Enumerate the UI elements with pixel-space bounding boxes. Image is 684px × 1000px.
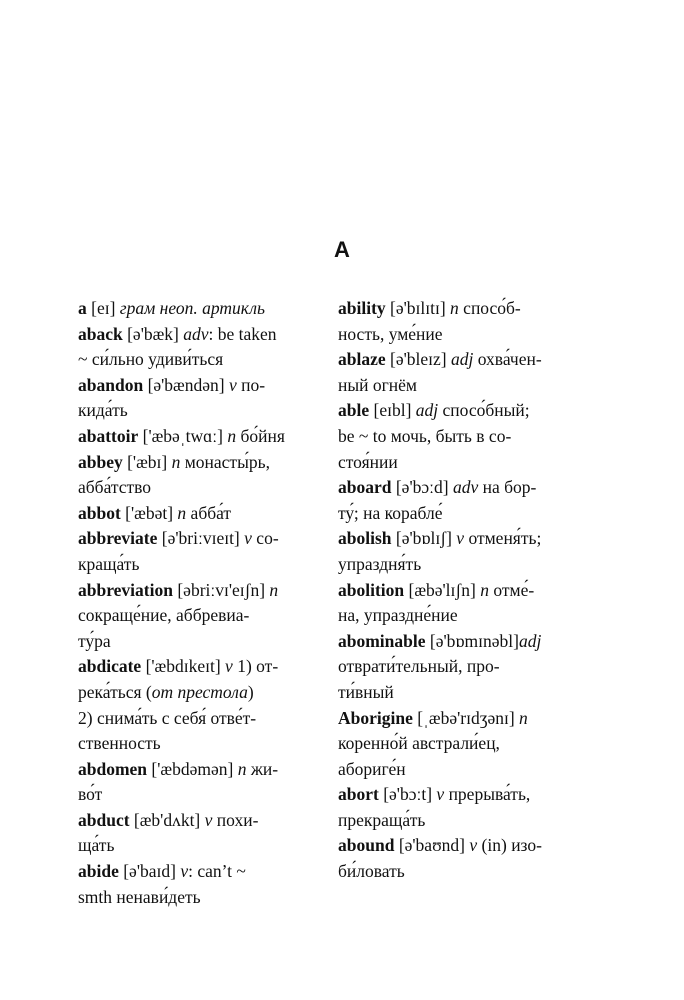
headword: Aborigine	[338, 707, 413, 728]
entry-text: отврати́тельный, про-	[338, 656, 500, 677]
entry-text: [eɪbl]	[369, 400, 416, 421]
entry-text: [ə'bɪlɪtɪ]	[385, 298, 451, 318]
headword: abandon	[78, 374, 144, 395]
entry-text: : can’t ~	[188, 861, 246, 882]
entry-text: во́т	[78, 784, 103, 805]
entry-text: [ə'bɔːd]	[391, 477, 453, 498]
entry-line	[338, 450, 578, 476]
entry-line	[78, 373, 310, 399]
right-column	[338, 296, 578, 885]
entry-line	[338, 629, 578, 655]
entry-text: краща́ть	[78, 553, 140, 574]
entry-line	[338, 654, 578, 680]
entry-text: сокраще́ние, аббревиа-	[78, 605, 250, 626]
entry-text: [ə'bɒmɪnəbl]	[425, 630, 519, 651]
dictionary-entry	[338, 833, 578, 884]
dictionary-entry	[78, 501, 310, 527]
entry-line	[338, 475, 578, 501]
entry-text: [ə'briːvɪeɪt]	[157, 528, 245, 549]
entry-line	[78, 603, 310, 629]
grammar-label: n	[480, 579, 489, 600]
entry-line	[78, 885, 310, 911]
headword: abide	[78, 861, 119, 882]
entry-text: абба́т	[186, 502, 232, 523]
entry-text: абба́тство	[78, 477, 152, 498]
entry-text: ту́; на корабле́	[338, 502, 443, 523]
dictionary-entry	[338, 475, 578, 526]
headword: aboard	[338, 477, 392, 498]
dictionary-entry	[78, 373, 310, 424]
entry-text: : be taken	[208, 323, 277, 344]
headword: abdicate	[78, 656, 142, 677]
dictionary-entry	[338, 526, 578, 577]
dictionary-entry	[338, 578, 578, 629]
headword: able	[338, 400, 370, 421]
headword: abominable	[338, 630, 426, 651]
headword: abolish	[338, 528, 392, 549]
entry-line	[78, 424, 310, 450]
grammar-label: n	[519, 707, 528, 728]
entry-line	[338, 347, 578, 373]
grammar-label: v	[204, 809, 213, 830]
entry-line	[338, 680, 578, 706]
headword: abound	[338, 835, 395, 856]
entry-line	[338, 296, 578, 322]
entry-line	[338, 578, 578, 604]
entry-text: ['æbɪ]	[122, 451, 172, 472]
entry-text: отме́-	[488, 579, 535, 600]
entry-line	[78, 526, 310, 552]
entry-text: [ə'bɒlɪʃ]	[391, 528, 457, 549]
grammar-label: v	[225, 656, 233, 677]
dictionary-entry	[338, 782, 578, 833]
entry-line	[338, 859, 578, 885]
headword: aback	[78, 323, 123, 344]
dictionary-entry	[78, 808, 310, 859]
entry-text: ['æbdəmən]	[147, 758, 238, 779]
entry-text: охва́чен-	[473, 349, 542, 370]
entry-text: стоя́нии	[338, 451, 398, 472]
entry-text: спосо́б-	[458, 298, 521, 318]
entry-text: [ə'bɔːt]	[378, 784, 437, 805]
entry-text: би́ловать	[338, 861, 405, 882]
entry-line	[78, 629, 310, 655]
entry-line	[338, 398, 578, 424]
entry-text: монасты́рь,	[180, 451, 270, 472]
entry-text: smth ненави́деть	[78, 886, 201, 907]
dictionary-entry	[338, 296, 578, 347]
headword: abolition	[338, 579, 405, 600]
entry-text: похи-	[212, 809, 259, 830]
headword: a	[78, 298, 87, 318]
grammar-label: adj	[415, 400, 439, 421]
entry-text: )	[247, 681, 254, 702]
entry-text: ['æbəˌtwɑː]	[138, 425, 228, 446]
entry-line	[338, 501, 578, 527]
grammar-label: adv	[183, 323, 209, 344]
headword: ability	[338, 298, 386, 318]
entry-text: спосо́бный;	[438, 400, 530, 421]
headword: abort	[338, 784, 379, 805]
headword: abbreviation	[78, 579, 173, 600]
entry-line	[338, 322, 578, 348]
entry-text: упраздня́ть	[338, 553, 422, 574]
entry-line	[338, 782, 578, 808]
entry-text: [ə'bleɪz]	[385, 349, 451, 370]
entry-text: [eɪ]	[86, 298, 120, 318]
entry-line	[78, 398, 310, 424]
entry-text: ти́вный	[338, 681, 394, 702]
headword: abbey	[78, 451, 123, 472]
entry-line	[78, 680, 310, 706]
entry-text: ный огнём	[338, 374, 417, 395]
dictionary-entry	[338, 398, 578, 475]
grammar-label: adv	[452, 477, 479, 498]
entry-text: река́ться (	[78, 681, 152, 702]
entry-line	[338, 757, 578, 783]
grammar-label: n	[171, 451, 181, 472]
grammar-label: v	[180, 861, 189, 882]
dictionary-entry	[338, 347, 578, 398]
entry-text: [əbriːvɪ'eɪʃn]	[172, 579, 270, 600]
entry-line	[338, 603, 578, 629]
grammar-label: v	[228, 374, 237, 395]
entry-text: ность, уме́ние	[338, 323, 443, 344]
entry-text: на, упраздне́ние	[338, 605, 458, 626]
entry-line	[78, 706, 310, 732]
grammar-label: v	[244, 528, 252, 549]
dictionary-entry	[78, 296, 310, 322]
entry-line	[338, 373, 578, 399]
entry-line	[338, 526, 578, 552]
left-column	[78, 296, 310, 910]
entry-text: ственность	[78, 733, 161, 754]
entry-text: коренно́й австрали́ец,	[338, 733, 500, 754]
entry-text: ~ си́льно удиви́ться	[78, 349, 224, 370]
dictionary-entry	[78, 322, 310, 373]
dictionary-entry	[78, 757, 310, 808]
entry-text: 2) снима́ть с себя́ отве́т-	[78, 707, 257, 728]
grammar-label: adj	[450, 349, 474, 370]
entry-text: абориге́н	[338, 758, 406, 779]
grammar-label: от престола	[151, 681, 248, 702]
grammar-label: грам неоп. артикль	[119, 298, 265, 318]
entry-text: [ə'bæk]	[122, 323, 184, 344]
entry-line	[78, 450, 310, 476]
entry-line	[78, 731, 310, 757]
entry-text: ща́ть	[78, 835, 115, 856]
entry-line	[78, 859, 310, 885]
entry-text: прерыва́ть,	[444, 784, 531, 805]
entry-line	[78, 782, 310, 808]
headword: abdomen	[78, 758, 148, 779]
headword: abduct	[78, 809, 130, 830]
dictionary-entry	[78, 578, 310, 655]
entry-text: со-	[251, 528, 279, 549]
entry-text: отменя́ть;	[464, 528, 542, 549]
entry-line	[78, 296, 310, 322]
entry-text: [æbə'lɪʃn]	[404, 579, 481, 600]
entry-text: на бор-	[478, 477, 537, 498]
entry-text: [ə'bændən]	[143, 374, 229, 395]
entry-text: прекраща́ть	[338, 809, 426, 830]
entry-text: be ~ to мочь, быть в со-	[338, 425, 512, 446]
grammar-label: adj	[519, 630, 542, 651]
entry-text: 1) от-	[232, 656, 279, 677]
entry-line	[78, 347, 310, 373]
headword: abbot	[78, 502, 121, 523]
entry-line	[78, 833, 310, 859]
grammar-label: n	[237, 758, 247, 779]
entry-line	[338, 833, 578, 859]
entry-line	[78, 757, 310, 783]
grammar-label: n	[227, 425, 237, 446]
entry-line	[338, 808, 578, 834]
section-letter: A	[334, 237, 350, 262]
entry-line	[78, 501, 310, 527]
entry-text: [æb'dʌkt]	[129, 809, 205, 830]
headword: ablaze	[338, 349, 386, 370]
dictionary-entry	[78, 526, 310, 577]
entry-text: бо́йня	[236, 425, 285, 446]
entry-line	[78, 808, 310, 834]
entry-line	[78, 552, 310, 578]
entry-text: [ˌæbə'rɪdʒənɪ]	[412, 707, 520, 728]
entry-line	[338, 706, 578, 732]
entry-text: ['æbət]	[120, 502, 178, 523]
entry-text: [ə'baɪd]	[118, 861, 181, 882]
entry-text: жи-	[246, 758, 279, 779]
entry-text: кида́ть	[78, 400, 128, 421]
grammar-label: n	[450, 298, 459, 318]
entry-line	[78, 654, 310, 680]
dictionary-entry	[338, 706, 578, 783]
entry-line	[338, 552, 578, 578]
grammar-label: n	[177, 502, 187, 523]
grammar-label: v	[456, 528, 465, 549]
entry-text: [ə'baʊnd]	[394, 835, 470, 856]
dictionary-entry	[78, 859, 310, 910]
entry-line	[338, 424, 578, 450]
entry-text: ту́ра	[78, 630, 111, 651]
dictionary-entry	[78, 424, 310, 450]
dictionary-entry	[338, 629, 578, 706]
entry-line	[78, 578, 310, 604]
headword: abattoir	[78, 425, 139, 446]
headword: abbreviate	[78, 528, 158, 549]
entry-line	[78, 475, 310, 501]
grammar-label: n	[269, 579, 279, 600]
dictionary-entry	[78, 654, 310, 756]
entry-text: ['æbdɪkeɪt]	[141, 656, 226, 677]
entry-line	[78, 322, 310, 348]
dictionary-entry	[78, 450, 310, 501]
entry-line	[338, 731, 578, 757]
entry-text: по-	[236, 374, 266, 395]
entry-text: (in) изо-	[477, 835, 542, 856]
grammar-label: v	[469, 835, 478, 856]
grammar-label: v	[436, 784, 445, 805]
